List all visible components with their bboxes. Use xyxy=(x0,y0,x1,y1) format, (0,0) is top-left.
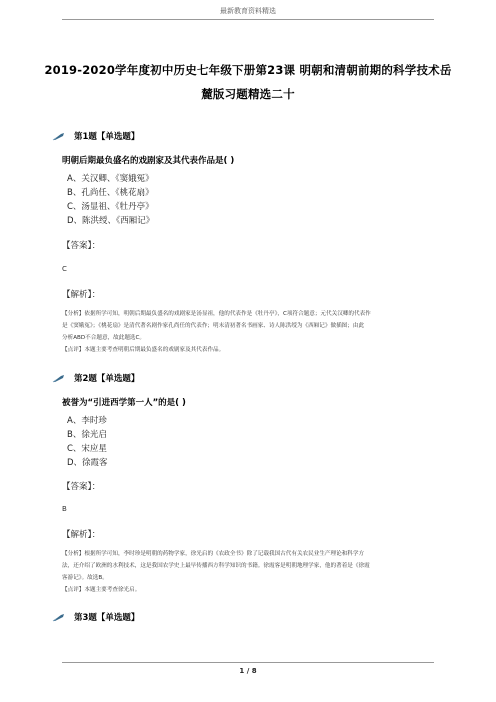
question-2-option-d: D、徐霞客 xyxy=(67,458,108,468)
analysis-line: 客游记》。故选B。 xyxy=(62,575,108,581)
question-2-stem: 被誉为“引进西学第一人”的是( ) xyxy=(62,398,186,408)
question-1-option-a: A、关汉卿、《窦娥冤》 xyxy=(67,174,154,184)
question-1-heading-text: 第1题【单选题】 xyxy=(74,132,140,142)
question-3-heading-text: 第3题【单选题】 xyxy=(74,613,140,623)
footer-divider xyxy=(62,662,434,663)
analysis-line: 【分析】根据所学可知，李时珍是明朝的药物学家，徐光启的《农政全书》除了记载我国古代有关农民业生产理论和科学方 xyxy=(62,551,365,557)
question-2-option-a: A、李时珍 xyxy=(67,416,107,426)
question-3-heading xyxy=(52,611,139,623)
pen-icon xyxy=(52,374,66,383)
question-2-analysis xyxy=(62,548,442,596)
question-2-heading-text: 第2题【单选题】 xyxy=(74,374,140,384)
question-2-answer: B xyxy=(62,505,67,513)
question-1-option-b: B、孔尚任、《桃花扇》 xyxy=(67,188,154,198)
document-title-line-2: 麓版习题精选二十 xyxy=(201,87,295,101)
question-2-answer-label: 【答案】： xyxy=(62,482,101,492)
question-1-answer-label: 【答案】： xyxy=(62,241,101,251)
page-number: 1 / 8 xyxy=(239,667,257,675)
question-2-heading xyxy=(52,372,139,384)
question-1-analysis-label: 【解析】： xyxy=(62,290,101,300)
analysis-line: 分析ABD不合题意，故此题选C。 xyxy=(62,335,146,341)
header-divider xyxy=(62,19,434,20)
question-1-option-d: D、陈洪绶、《西厢记》 xyxy=(67,216,155,226)
page-header: 最新教育资料精选 xyxy=(220,7,276,15)
analysis-line: 【点评】本题主要考查徐光启。 xyxy=(62,587,141,593)
question-2-analysis-label: 【解析】： xyxy=(62,530,101,540)
pen-icon xyxy=(52,132,66,141)
analysis-line: 【点评】本题主要考查明朝后期最负盛名的戏剧家及其代表作品。 xyxy=(62,347,225,353)
question-2-option-b: B、徐光启 xyxy=(67,430,107,440)
question-1-stem: 明朝后期最负盛名的戏剧家及其代表作品是( ) xyxy=(62,156,235,166)
question-1-option-c: C、汤显祖、《牡丹亭》 xyxy=(67,202,154,212)
question-1-analysis xyxy=(62,308,442,356)
question-1-answer: C xyxy=(62,265,67,273)
analysis-line: 【分析】依据所学可知，明朝后期最负盛名的戏剧家是汤显祖，他的代表作是《牡丹亭》，C项符合题意；元代关汉卿的代表作 xyxy=(62,311,371,317)
document-title-line-1: 2019-2020学年度初中历史七年级下册第23课 明朝和清朝前期的科学技术岳 xyxy=(44,63,452,77)
analysis-line: 是《窦娥冤》；《桃花扇》是清代著名剧作家孔尚任的代表作；明末清初著名书画家、诗人陈洪绶为《西厢记》做插图；由此 xyxy=(62,323,365,329)
pen-icon xyxy=(52,613,66,622)
question-1-heading xyxy=(52,130,139,142)
analysis-line: 法，还介绍了欧洲的水利技术，这是我国农学史上最早传播西方科学知识的书籍。徐霞客是明朝地理学家，他的著着是《徐霞 xyxy=(62,563,370,569)
question-2-option-c: C、宋应星 xyxy=(67,444,107,454)
